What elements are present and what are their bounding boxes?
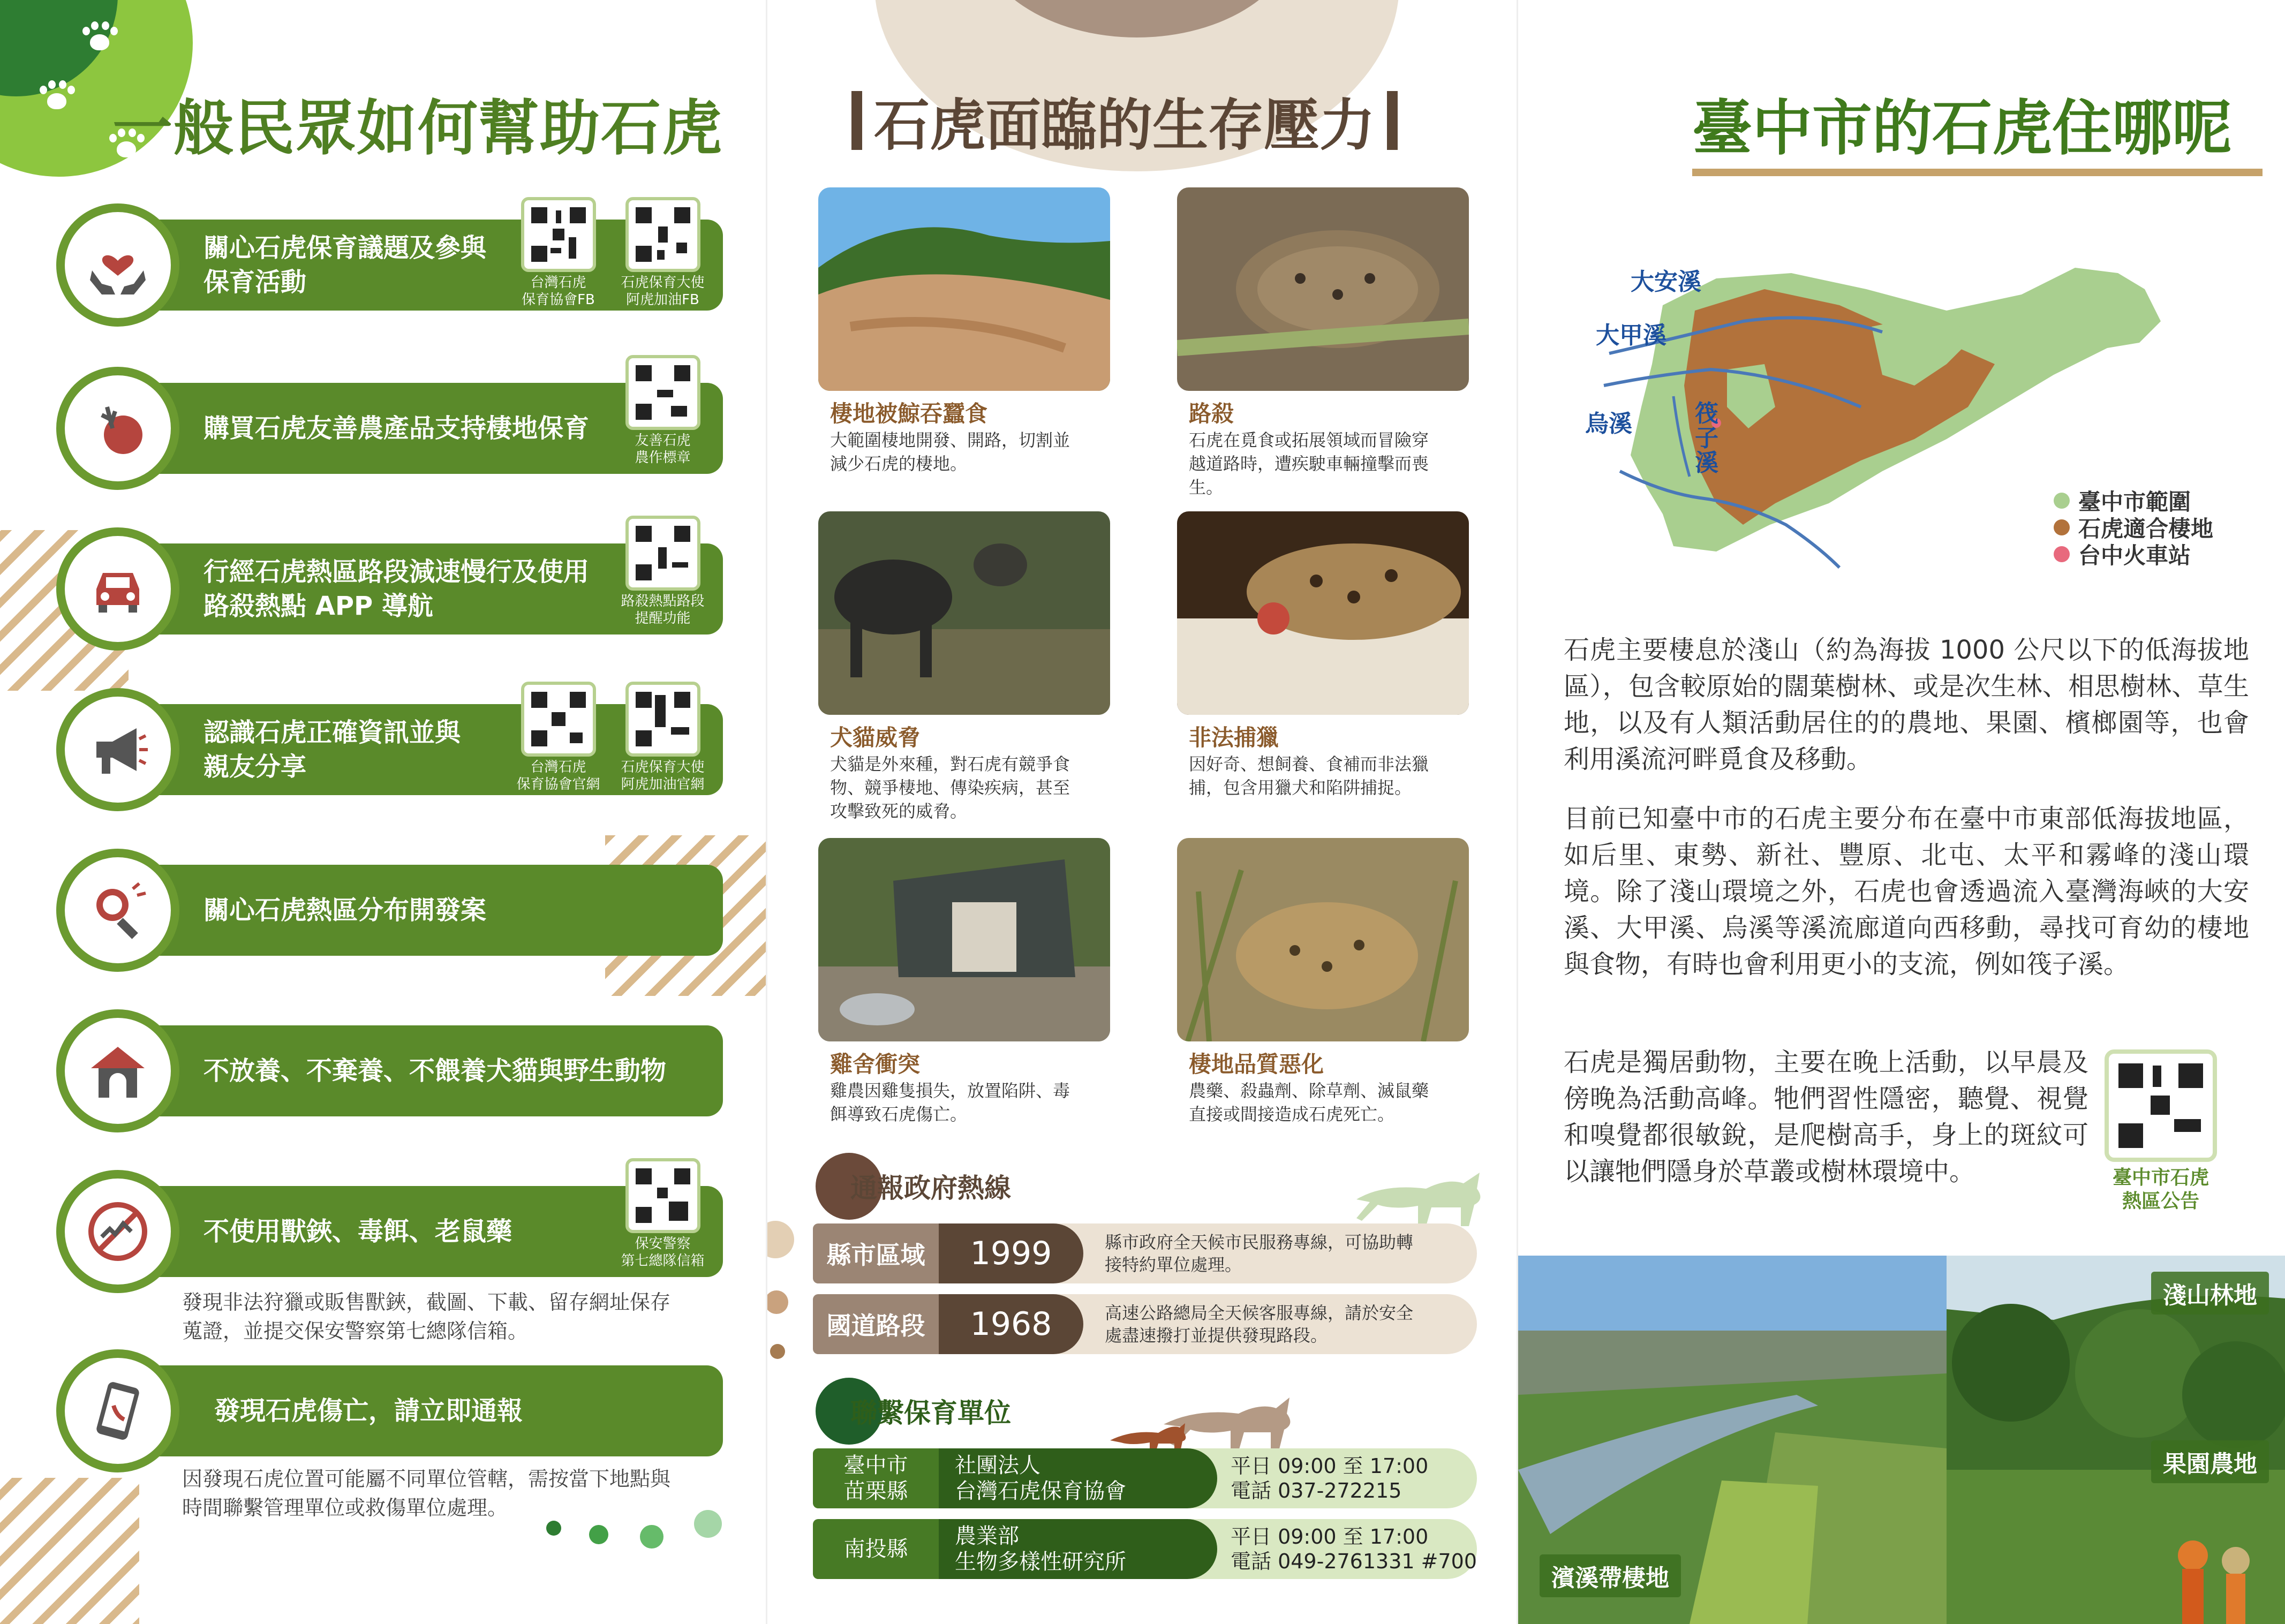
threat-card-roadkill: 路殺 石虎在覓食或拓展領域而冒險穿 越道路時，遭疾駛車輛撞擊而喪 生。 xyxy=(1177,187,1469,499)
decor-dot xyxy=(770,1344,785,1359)
help-item-text: 不放養、不棄養、不餵養犬貓與野生動物 xyxy=(203,1056,667,1086)
unit-biodiversity-institute[interactable]: 南投縣 農業部 生物多樣性研究所 平日 09:00 至 17:00 電話 049-2761331 #700 xyxy=(813,1519,1477,1579)
help-item-share xyxy=(56,688,723,811)
river-label-daan: 大安溪 xyxy=(1631,268,1701,296)
help-item-no-trap xyxy=(56,1170,723,1293)
report-note: 因發現石虎位置可能屬不同單位管轄，需按當下地點與 時間聯繫管理單位或救傷單位處理。 xyxy=(182,1467,671,1520)
legend-item: 石虎適合棲地 xyxy=(2054,514,2213,541)
threat-card-chicken-coop: 雞舍衝突 雞農因雞隻損失，放置陷阱、毒 餌導致石虎傷亡。 xyxy=(818,838,1110,1126)
map-legend xyxy=(2054,487,2213,568)
help-item-text: 購買石虎友善農產品支持棲地保育 xyxy=(203,413,590,443)
help-item-report xyxy=(56,1349,723,1472)
habitat-panel xyxy=(1518,0,2285,1624)
qr-code-hotspot-notice[interactable]: 臺中市石虎 熱區公告 xyxy=(2102,1049,2220,1213)
qr-code-icon xyxy=(634,205,692,264)
threat-card-poaching: 非法捕獵 因好奇、想飼養、食補而非法獵 捕，包含用獵犬和陷阱捕捉。 xyxy=(1177,511,1469,799)
river-label-dajia: 大甲溪 xyxy=(1596,322,1666,349)
decor-dot xyxy=(694,1510,722,1538)
no-trap-icon xyxy=(86,1199,150,1264)
qr-code-police-mailbox[interactable]: 保安警察 第七總隊信箱 xyxy=(616,1158,710,1270)
threats-title: 石虎面臨的生存壓力 xyxy=(840,80,1409,161)
cat-in-grass-photo xyxy=(1177,838,1469,1041)
hotline-freeway[interactable]: 國道路段 1968 高速公路總局全天候客服專線，請於安全 處盡速撥打並提供發現路段。 xyxy=(813,1294,1477,1354)
help-item-pets xyxy=(56,1009,723,1132)
riparian-habitat-photo: 濱溪帶棲地 xyxy=(1518,1256,1947,1624)
hotline-city[interactable]: 縣市區域 1999 縣市政府全天候市民服務專線，可協助轉 接特約單位處理。 xyxy=(813,1223,1477,1283)
car-icon xyxy=(86,557,150,621)
hotline-number[interactable]: 1968 xyxy=(939,1294,1083,1354)
help-item-text: 不使用獸鋏、毒餌、老鼠藥 xyxy=(203,1217,512,1247)
legend-item: 台中火車站 xyxy=(2054,541,2213,568)
help-item-produce xyxy=(56,367,723,490)
qr-code-friendly-label[interactable]: 友善石虎 農作標章 xyxy=(616,355,710,466)
decor-dot xyxy=(589,1525,608,1544)
decor-dot xyxy=(640,1525,663,1549)
magnifier-icon xyxy=(86,878,150,942)
paw-print-icon xyxy=(37,80,75,112)
leopard-cat-silhouette-icon xyxy=(1351,1167,1490,1232)
help-item-care xyxy=(56,203,723,327)
chicken-coop-photo xyxy=(818,838,1110,1041)
trap-report-note: 發現非法狩獵或販售獸鋏，截圖、下載、留存網址保存 蒐證，並提交保安警察第七總隊信箱。 xyxy=(182,1290,671,1343)
unit-phone[interactable]: 電話 049-2761331 #700 xyxy=(1231,1550,1477,1573)
help-item-text: 關心石虎保育議題及參與 保育活動 xyxy=(203,233,487,297)
qr-code-icon xyxy=(634,524,692,583)
paw-print-icon xyxy=(80,21,118,54)
help-item-text: 發現石虎傷亡，請立即通報 xyxy=(214,1396,523,1426)
shallow-forest-orchard-photo: 淺山林地 果園農地 xyxy=(1947,1256,2285,1624)
qr-code-icon xyxy=(529,205,588,264)
stray-dogs-photo xyxy=(818,511,1110,715)
habitat-paragraph-1: 石虎主要棲息於淺山（約為海拔 1000 公尺以下的低海拔地區），包含較原始的闊葉樹林、或是次生林、相思樹林、草生地，以及有人類活動居住的的農地、果園、檳榔園等，也會利用溪流河畔覓食及移動。 xyxy=(1564,635,2249,774)
help-item-text: 認識石虎正確資訊並與 親友分享 xyxy=(203,717,461,782)
qr-code-association-site[interactable]: 台灣石虎 保育協會官網 xyxy=(511,682,605,793)
qr-code-roadkill-app[interactable]: 路殺熱點路段 提醒功能 xyxy=(616,516,710,627)
unit-taiwan-leopard-cat-association[interactable]: 臺中市 苗栗縣 社團法人 台灣石虎保育協會 平日 09:00 至 17:00 電話 037-272215 xyxy=(813,1448,1477,1508)
legend-item: 臺中市範圍 xyxy=(2054,487,2213,514)
help-item-slow-down xyxy=(56,527,723,651)
habitat-paragraph-3: 石虎是獨居動物，主要在晚上活動，以早晨及傍晚為活動高峰。牠們習性隱密，聽覺、視覺和嗅覺都很敏銳，是爬樹高手，身上的斑紋可以讓牠們隱身於草叢或樹林環境中。 xyxy=(1564,1047,2088,1187)
hotline-header: 通報政府熱線 xyxy=(816,1151,1011,1221)
title-underline xyxy=(1692,169,2263,176)
river-label-wu: 烏溪 xyxy=(1585,410,1632,437)
habitat-title: 臺中市的石虎住哪呢 xyxy=(1692,93,2232,163)
qr-code-icon xyxy=(634,1166,692,1225)
qr-code-icon xyxy=(634,363,692,422)
hotline-number[interactable]: 1999 xyxy=(939,1223,1083,1283)
leopard-cats-silhouette-icon xyxy=(1110,1392,1292,1456)
heart-hands-icon xyxy=(86,233,150,297)
doghouse-icon xyxy=(86,1039,150,1103)
threat-card-habitat-quality: 棲地品質惡化 農藥、殺蟲劑、除草劑、滅鼠藥 直接或間接造成石虎死亡。 xyxy=(1177,838,1469,1126)
megaphone-icon xyxy=(86,717,150,782)
threat-card-dogs-cats: 犬貓威脅 犬貓是外來種，對石虎有競爭食 物、競爭棲地、傳染疾病，甚至 攻擊致死的威脅。 xyxy=(818,511,1110,823)
injured-cat-photo xyxy=(1177,511,1469,715)
help-panel xyxy=(0,0,766,1624)
threats-panel xyxy=(766,0,1518,1624)
qr-code-ambassador-site[interactable]: 石虎保育大使 阿虎加油官網 xyxy=(616,682,710,793)
roadkill-photo xyxy=(1177,187,1469,391)
units-header: 聯繫保育單位 xyxy=(816,1376,1011,1446)
stripe-decoration xyxy=(0,1478,139,1624)
help-item-text: 行經石虎熱區路段減速慢行及使用 路殺熱點 APP 導航 xyxy=(203,557,590,621)
qr-code-ambassador-fb[interactable]: 石虎保育大使 阿虎加油FB xyxy=(616,197,710,308)
help-item-development xyxy=(56,849,723,972)
qr-code-association-fb[interactable]: 台灣石虎 保育協會FB xyxy=(511,197,605,308)
qr-code-icon xyxy=(2115,1060,2206,1151)
unit-phone[interactable]: 電話 037-272215 xyxy=(1231,1479,1402,1502)
habitat-paragraph-2: 目前已知臺中市的石虎主要分布在臺中市東部低海拔地區，如后里、東勢、新社、豐原、北屯、太平和霧峰的淺山環境。除了淺山環境之外，石虎也會透過流入臺灣海峽的大安溪、大甲溪、烏溪等溪流廊道向西移動，尋找可育幼的棲地與食物，有時也會利用更小的支流，例如筏子溪。 xyxy=(1564,804,2249,979)
taichung-habitat-map xyxy=(1540,246,2268,610)
help-title: 一般民眾如何幫助石虎 xyxy=(112,93,723,163)
habitat-clearing-photo xyxy=(818,187,1110,391)
decor-dot xyxy=(766,1290,788,1314)
phone-report-icon xyxy=(86,1379,150,1443)
threat-card-habitat-loss: 棲地被鯨吞蠶食 大範圍棲地開發、開路，切割並 減少石虎的棲地。 xyxy=(818,187,1110,475)
qr-code-icon xyxy=(634,690,692,749)
help-item-text: 關心石虎熱區分布開發案 xyxy=(203,895,487,925)
decor-dot xyxy=(546,1521,561,1536)
river-label-fazi: 筏 子 溪 xyxy=(1695,400,1718,477)
decor-dot xyxy=(766,1221,794,1258)
produce-icon xyxy=(86,396,150,460)
qr-code-icon xyxy=(529,690,588,749)
